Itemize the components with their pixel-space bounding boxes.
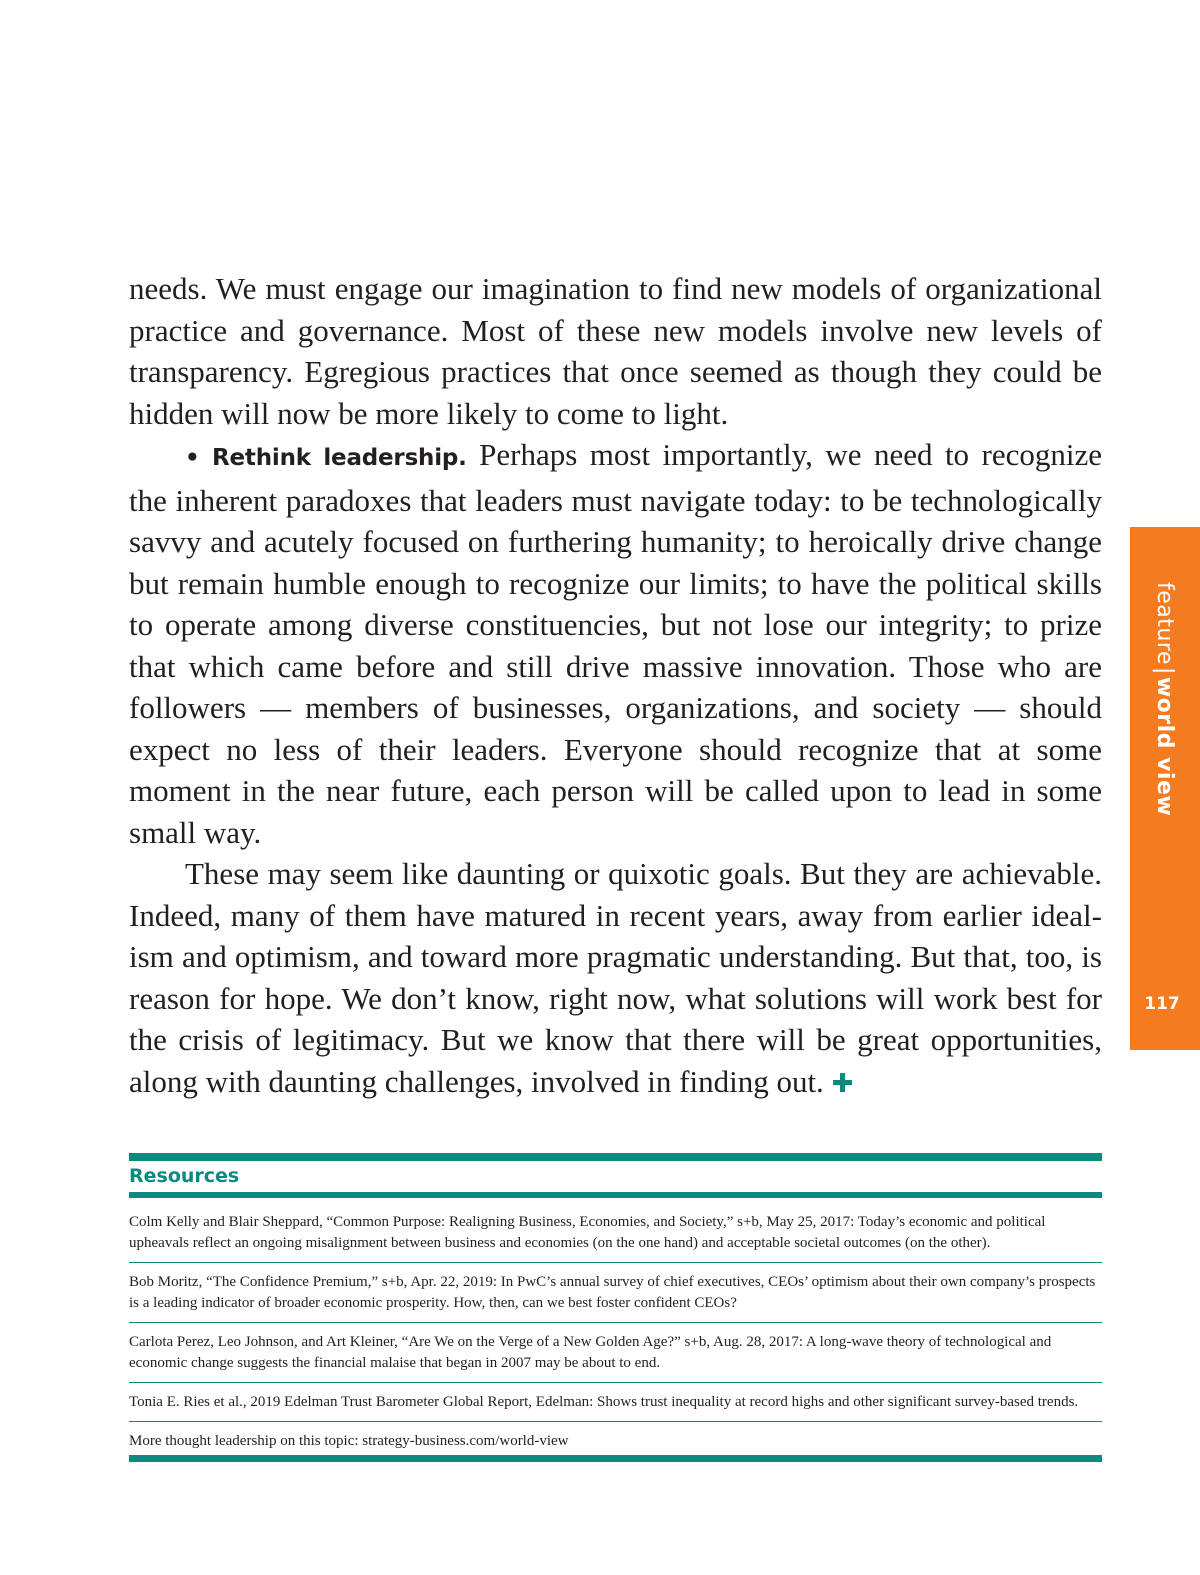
resources-title: Resources — [129, 1165, 240, 1187]
paragraph-2-text: Perhaps most importantly, we need to recognize the inherent paradoxes that leaders must navigate today: to be technologically savvy and acutely focused on furthering humanity; to heroically drive change but remain humble enough to recognize our limits; to have the political skills to operate among diverse constituencies, but not lose our integrity; to prize that which came before and still drive massive innovation. Those who are followers — members of businesses, organizations, and society — should expect no less of their leaders. Everyone should recognize that at some moment in the near future, each person will be called upon to lead in some small way. — [129, 437, 1102, 850]
page-number: 117 — [1144, 994, 1180, 1014]
section-label-world-view: world view — [1152, 676, 1177, 817]
section-label-separator: | — [1152, 666, 1177, 675]
resource-item: Colm Kelly and Blair Sheppard, “Common Purpose: Realigning Business, Economies, and Society,” s+b, May 25, 2017: Today’s economic and political upheavals reflect an ongoing misalignment between business and economies (on the one hand) and acceptable societal outcomes (on the other). — [129, 1212, 1102, 1263]
paragraph-1: needs. We must engage our imagination to find new models of organizational practice and governance. Most of these new models involve new levels of transparency. Egregious practices that once seemed as though they could be hidden will now be more likely to come to light. — [129, 271, 1102, 431]
resources-bottom-rule — [129, 1455, 1102, 1462]
more-thought-leadership-link[interactable]: More thought leadership on this topic: strategy-business.com/world-view — [129, 1433, 569, 1449]
paragraph-3 — [129, 853, 1102, 1105]
section-lead-in: • Rethink leadership. — [185, 445, 467, 471]
section-side-tab — [1130, 527, 1200, 1050]
resource-item: Tonia E. Ries et al., 2019 Edelman Trust Barometer Global Report, Edelman: Shows trust inequality at record highs and other significant survey-based trends. — [129, 1392, 1102, 1422]
end-of-article-plus-icon: ✚ — [831, 1068, 854, 1099]
resources-title-rule — [129, 1192, 1102, 1198]
section-label-feature: feature — [1152, 582, 1177, 665]
article-body — [129, 268, 1102, 1105]
paragraph-2 — [129, 434, 1102, 853]
resource-item: Carlota Perez, Leo Johnson, and Art Kleiner, “Are We on the Verge of a New Golden Age?” s+b, Aug. 28, 2017: A long-wave theory of technological and economic change suggests the financial malaise that began in 2007 may be about to end. — [129, 1332, 1102, 1383]
resource-item: Bob Moritz, “The Confidence Premium,” s+b, Apr. 22, 2019: In PwC’s annual survey of chief executives, CEOs’ optimism about their own company’s prospects is a leading indicator of broader economic prosperity. How, then, can we best foster confident CEOs? — [129, 1272, 1102, 1323]
resources-list — [129, 1212, 1102, 1452]
section-label — [1152, 582, 1177, 816]
resources-top-rule — [129, 1153, 1102, 1161]
paragraph-3-text: These may seem like daunting or quixotic goals. But they are achievable. Indeed, many of them have matured in recent years, away from earlier idealism and optimism, and toward more pragmatic understanding. But that, too, is reason for hope. We don’t know, right now, what solutions will work best for the crisis of legitimacy. But we know that there will be great opportunities, along with daunting challenges, involved in finding out. — [129, 856, 1102, 1099]
